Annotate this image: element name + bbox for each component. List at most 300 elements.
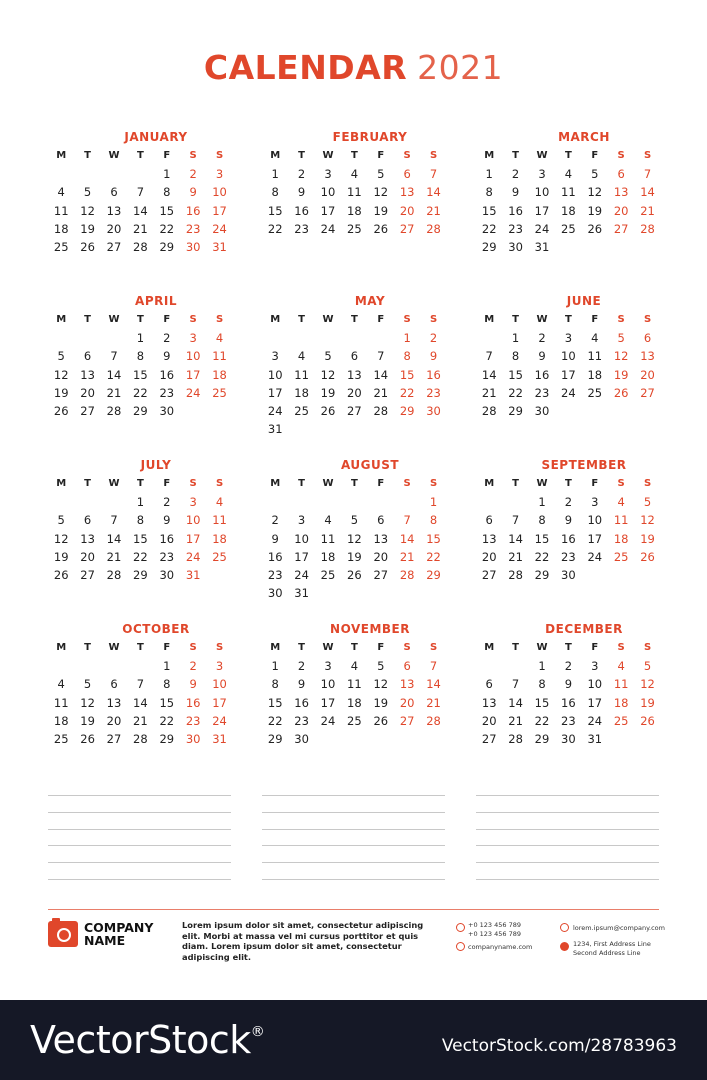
weekday-label: S [429, 314, 438, 325]
day-cell: 19 [640, 695, 655, 710]
empty-cell [74, 329, 100, 347]
month-name: MARCH [558, 130, 610, 144]
weekday-label: T [298, 150, 305, 161]
day-cell: 26 [373, 221, 389, 236]
note-line [262, 795, 445, 796]
day-cell: 9 [163, 513, 171, 528]
weekday-label: T [512, 642, 519, 653]
day-cell: 23 [185, 713, 201, 728]
empty-cell [476, 657, 502, 675]
weekday-label: T [350, 478, 358, 489]
day-cell: 6 [617, 167, 625, 182]
watermark-id: VectorStock.com/28783963 [441, 1036, 677, 1056]
empty-cell [368, 329, 394, 347]
day-cell: 5 [377, 167, 385, 182]
day-cell: 15 [426, 531, 441, 546]
weekday-label: T [136, 314, 144, 325]
day-cell: 13 [399, 677, 415, 692]
day-cell: 27 [373, 567, 389, 582]
day-cell: 3 [297, 513, 306, 528]
day-cell: 20 [481, 713, 497, 728]
weekday-label: W [108, 478, 120, 489]
day-cell: 14 [508, 695, 523, 710]
footer-description: Lorem ipsum dolor sit amet, consectetur adipiscing elit. Morbi at massa vel mi cursus porttitor et quis diam. Lorem ipsum dolor sit amet, consectetur adipiscing elit. [182, 920, 424, 962]
day-cell: 1 [136, 331, 145, 346]
empty-cell [315, 329, 341, 347]
day-cell: 23 [159, 385, 175, 400]
day-cell: 24 [185, 385, 201, 400]
day-cell: 5 [377, 659, 385, 674]
day-cell: 5 [57, 349, 65, 364]
note-line [476, 862, 659, 863]
day-cell: 21 [640, 203, 655, 218]
day-cell: 26 [53, 403, 69, 418]
day-cell: 24 [587, 713, 603, 728]
day-cell: 21 [426, 203, 441, 218]
day-cell: 22 [267, 221, 283, 236]
month-april [48, 294, 234, 420]
day-cell: 15 [399, 367, 415, 382]
day-cell: 9 [271, 531, 279, 546]
day-cell: 21 [508, 549, 523, 564]
day-cell: 3 [324, 167, 332, 182]
day-cell: 7 [136, 185, 145, 200]
day-cell: 4 [350, 659, 359, 674]
month-name: AUGUST [340, 458, 400, 472]
weekday-label: W [108, 314, 120, 325]
day-cell: 8 [136, 513, 145, 528]
day-cell: 18 [561, 203, 576, 218]
day-cell: 4 [57, 677, 65, 692]
day-cell: 2 [297, 167, 306, 182]
day-cell: 21 [508, 713, 523, 728]
footer-divider [48, 909, 659, 910]
day-cell: 9 [538, 349, 546, 364]
weekday-label: S [643, 314, 652, 325]
day-cell: 12 [53, 367, 69, 382]
day-cell: 7 [110, 513, 118, 528]
weekday-label: S [189, 478, 197, 489]
empty-cell [101, 329, 127, 347]
day-cell: 11 [613, 677, 629, 692]
weekday-label: T [564, 150, 572, 161]
day-cell: 20 [399, 203, 415, 218]
day-cell: 21 [133, 713, 148, 728]
day-cell: 19 [80, 713, 95, 728]
day-cell: 14 [106, 367, 122, 382]
weekday-label: W [322, 314, 334, 325]
day-cell: 5 [83, 185, 92, 200]
day-cell: 29 [133, 567, 148, 582]
day-cell: 6 [403, 659, 411, 674]
empty-cell [48, 493, 74, 511]
day-cell: 16 [294, 203, 309, 218]
note-line [48, 845, 231, 846]
address-line-2: Second Address Line [573, 948, 641, 957]
day-cell: 10 [185, 513, 201, 528]
day-cell: 20 [347, 385, 362, 400]
empty-cell [502, 657, 528, 675]
weekday-label: M [270, 478, 281, 489]
day-cell: 18 [212, 367, 227, 382]
weekday-label: M [56, 478, 67, 489]
weekday-label: S [429, 642, 438, 653]
note-line [476, 879, 659, 880]
weekday-label: W [536, 150, 548, 161]
weekday-label: T [136, 642, 144, 653]
weekday-label: S [617, 478, 625, 489]
day-cell: 2 [429, 331, 438, 346]
weekday-label: M [484, 314, 495, 325]
weekday-label: F [163, 478, 171, 489]
day-cell: 21 [106, 385, 122, 400]
day-cell: 6 [110, 677, 118, 692]
day-cell: 12 [320, 367, 336, 382]
day-cell: 22 [159, 221, 175, 236]
day-cell: 19 [320, 385, 336, 400]
empty-cell [101, 657, 127, 675]
day-cell: 26 [587, 221, 603, 236]
day-cell: 28 [426, 221, 441, 236]
day-cell: 12 [373, 677, 389, 692]
day-cell: 29 [133, 403, 148, 418]
day-cell: 15 [534, 695, 550, 710]
day-cell: 22 [426, 549, 441, 564]
weekday-label: S [403, 478, 411, 489]
day-grid [262, 311, 448, 438]
empty-cell [315, 493, 341, 511]
day-cell: 3 [215, 167, 224, 182]
weekday-label: S [617, 314, 625, 325]
day-cell: 22 [159, 713, 175, 728]
day-cell: 14 [399, 531, 415, 546]
empty-cell [288, 329, 314, 347]
day-cell: 14 [640, 185, 655, 200]
day-cell: 6 [110, 185, 118, 200]
day-cell: 9 [297, 677, 306, 692]
day-cell: 29 [159, 731, 175, 746]
day-cell: 15 [159, 695, 175, 710]
empty-cell [127, 165, 153, 183]
day-cell: 16 [185, 695, 201, 710]
weekday-label: T [512, 314, 519, 325]
day-cell: 6 [403, 167, 411, 182]
day-cell: 31 [212, 731, 227, 746]
day-cell: 6 [83, 513, 92, 528]
day-cell: 30 [159, 403, 175, 418]
address-block [573, 940, 651, 957]
day-cell: 7 [643, 167, 652, 182]
day-cell: 19 [373, 203, 389, 218]
day-cell: 29 [508, 403, 523, 418]
day-cell: 12 [640, 513, 655, 528]
day-cell: 18 [613, 531, 629, 546]
day-cell: 31 [212, 239, 227, 254]
empty-cell [48, 329, 74, 347]
day-cell: 15 [267, 203, 283, 218]
day-cell: 21 [426, 695, 441, 710]
day-cell: 9 [189, 677, 197, 692]
weekday-label: S [189, 314, 197, 325]
day-cell: 23 [534, 385, 550, 400]
day-cell: 16 [561, 695, 576, 710]
day-cell: 1 [403, 331, 411, 346]
day-cell: 9 [564, 677, 573, 692]
day-cell: 24 [534, 221, 550, 236]
day-cell: 10 [212, 185, 227, 200]
weekday-label: S [643, 642, 652, 653]
day-grid [262, 639, 448, 748]
day-cell: 15 [481, 203, 497, 218]
weekday-label: S [189, 150, 197, 161]
email[interactable]: lorem.ipsum@company.com [573, 924, 665, 932]
day-cell: 29 [399, 403, 415, 418]
weekday-label: F [591, 642, 599, 653]
month-name: FEBRUARY [332, 130, 408, 144]
day-cell: 8 [538, 677, 546, 692]
note-line [48, 812, 231, 813]
note-line [48, 862, 231, 863]
day-cell: 17 [320, 203, 336, 218]
day-cell: 21 [106, 549, 122, 564]
day-cell: 17 [185, 531, 201, 546]
title-year: 2021 [417, 48, 504, 87]
day-cell: 3 [271, 349, 279, 364]
weekday-label: M [484, 478, 495, 489]
day-cell: 17 [561, 367, 576, 382]
day-cell: 28 [508, 567, 523, 582]
month-may [262, 294, 448, 438]
weekday-label: T [136, 150, 144, 161]
company-name [84, 921, 153, 947]
weekday-label: T [298, 314, 305, 325]
month-name: JANUARY [124, 130, 188, 144]
day-cell: 27 [80, 567, 95, 582]
day-grid [48, 639, 234, 748]
day-cell: 17 [267, 385, 283, 400]
weekday-label: F [591, 314, 599, 325]
day-cell: 8 [429, 513, 438, 528]
weekday-label: S [643, 150, 652, 161]
camera-icon [48, 921, 78, 947]
day-cell: 8 [538, 513, 546, 528]
weekday-label: M [56, 314, 67, 325]
day-cell: 9 [564, 513, 573, 528]
day-cell: 22 [508, 385, 523, 400]
day-cell: 29 [159, 239, 175, 254]
note-line [48, 829, 231, 830]
weekday-label: F [591, 150, 599, 161]
day-cell: 10 [534, 185, 550, 200]
weekday-label: M [270, 314, 281, 325]
day-cell: 7 [511, 677, 520, 692]
day-cell: 3 [189, 331, 197, 346]
company-line-2: NAME [84, 933, 126, 948]
month-november [262, 622, 448, 748]
day-cell: 1 [271, 167, 279, 182]
day-cell: 13 [399, 185, 415, 200]
month-name: DECEMBER [545, 622, 623, 636]
day-cell: 31 [294, 586, 309, 601]
weekday-label: S [189, 642, 197, 653]
day-cell: 19 [613, 367, 629, 382]
day-cell: 9 [429, 349, 438, 364]
month-june [476, 294, 662, 420]
weekday-label: T [350, 642, 358, 653]
day-cell: 23 [267, 567, 283, 582]
day-cell: 20 [399, 695, 415, 710]
day-cell: 11 [613, 513, 629, 528]
day-cell: 26 [613, 385, 629, 400]
empty-cell [101, 165, 127, 183]
day-cell: 1 [538, 495, 546, 510]
weekday-label: F [377, 314, 385, 325]
day-cell: 8 [511, 349, 520, 364]
day-cell: 25 [347, 221, 362, 236]
day-cell: 20 [613, 203, 629, 218]
day-cell: 30 [426, 403, 441, 418]
note-line [476, 829, 659, 830]
weekday-label: T [512, 478, 519, 489]
weekday-label: T [564, 478, 572, 489]
month-name: NOVEMBER [330, 622, 410, 636]
weekday-label: F [377, 642, 385, 653]
day-cell: 27 [481, 731, 497, 746]
weekday-label: F [377, 478, 385, 489]
day-cell: 4 [324, 513, 332, 528]
day-cell: 18 [347, 695, 362, 710]
day-cell: 13 [80, 531, 95, 546]
day-cell: 31 [534, 239, 550, 254]
day-cell: 4 [57, 185, 65, 200]
day-cell: 2 [163, 495, 171, 510]
weekday-label: T [350, 150, 358, 161]
day-cell: 23 [561, 713, 576, 728]
note-line [476, 845, 659, 846]
day-cell: 15 [508, 367, 523, 382]
weekday-label: T [564, 642, 572, 653]
note-line [262, 812, 445, 813]
weekday-label: M [484, 642, 495, 653]
day-cell: 5 [324, 349, 332, 364]
day-cell: 11 [561, 185, 576, 200]
day-cell: 11 [53, 695, 69, 710]
note-line [476, 795, 659, 796]
weekday-label: M [270, 642, 281, 653]
day-cell: 19 [80, 221, 95, 236]
day-cell: 18 [53, 713, 69, 728]
weekday-label: W [322, 150, 334, 161]
day-grid [476, 311, 662, 420]
day-cell: 20 [640, 367, 655, 382]
day-cell: 3 [564, 331, 573, 346]
empty-cell [101, 493, 127, 511]
day-cell: 21 [373, 385, 389, 400]
day-cell: 24 [587, 549, 603, 564]
title-word: CALENDAR [203, 48, 408, 87]
day-cell: 1 [163, 659, 171, 674]
day-cell: 10 [587, 677, 603, 692]
day-cell: 5 [57, 513, 65, 528]
day-cell: 13 [106, 203, 122, 218]
note-line [48, 879, 231, 880]
day-cell: 25 [561, 221, 576, 236]
day-cell: 17 [587, 531, 603, 546]
day-cell: 27 [640, 385, 655, 400]
day-cell: 3 [538, 167, 546, 182]
day-cell: 23 [294, 221, 309, 236]
day-cell: 11 [294, 367, 309, 382]
day-cell: 26 [347, 567, 362, 582]
empty-cell [262, 329, 288, 347]
notes-column-3 [476, 795, 659, 896]
day-cell: 18 [587, 367, 603, 382]
day-cell: 30 [561, 731, 576, 746]
day-cell: 20 [80, 549, 95, 564]
weekday-label: T [298, 478, 305, 489]
day-cell: 12 [587, 185, 603, 200]
day-cell: 26 [80, 239, 95, 254]
day-cell: 30 [561, 567, 576, 582]
day-cell: 17 [320, 695, 336, 710]
day-cell: 22 [534, 713, 550, 728]
day-cell: 24 [212, 221, 227, 236]
phone-1: +0 123 456 789 [468, 921, 521, 929]
day-cell: 26 [80, 731, 95, 746]
empty-cell [288, 493, 314, 511]
weekday-label: M [56, 150, 67, 161]
day-cell: 16 [561, 531, 576, 546]
day-cell: 15 [159, 203, 175, 218]
day-cell: 2 [564, 495, 573, 510]
weekday-label: M [270, 150, 281, 161]
day-cell: 29 [534, 567, 550, 582]
day-cell: 10 [212, 677, 227, 692]
month-name: APRIL [135, 294, 177, 308]
month-december [476, 622, 662, 748]
empty-cell [262, 493, 288, 511]
day-cell: 16 [294, 695, 309, 710]
weekday-label: T [84, 314, 91, 325]
day-cell: 2 [189, 659, 197, 674]
note-line [262, 879, 445, 880]
day-cell: 3 [189, 495, 197, 510]
day-cell: 27 [80, 403, 95, 418]
month-name: JULY [140, 458, 172, 472]
day-cell: 23 [561, 549, 576, 564]
weekday-label: F [591, 478, 599, 489]
day-cell: 19 [587, 203, 603, 218]
day-cell: 20 [373, 549, 389, 564]
empty-cell [341, 329, 367, 347]
day-cell: 4 [350, 167, 359, 182]
registered-mark: ® [250, 1024, 265, 1040]
day-grid [262, 475, 448, 602]
day-cell: 11 [587, 349, 603, 364]
day-cell: 21 [481, 385, 497, 400]
day-cell: 30 [267, 586, 283, 601]
day-grid [48, 475, 234, 584]
day-cell: 26 [640, 713, 655, 728]
day-cell: 2 [511, 167, 520, 182]
day-cell: 28 [373, 403, 389, 418]
day-cell: 8 [163, 677, 171, 692]
day-cell: 7 [511, 513, 520, 528]
day-cell: 10 [587, 513, 603, 528]
day-cell: 5 [643, 659, 652, 674]
website[interactable]: companyname.com [468, 943, 533, 951]
day-cell: 30 [185, 731, 201, 746]
